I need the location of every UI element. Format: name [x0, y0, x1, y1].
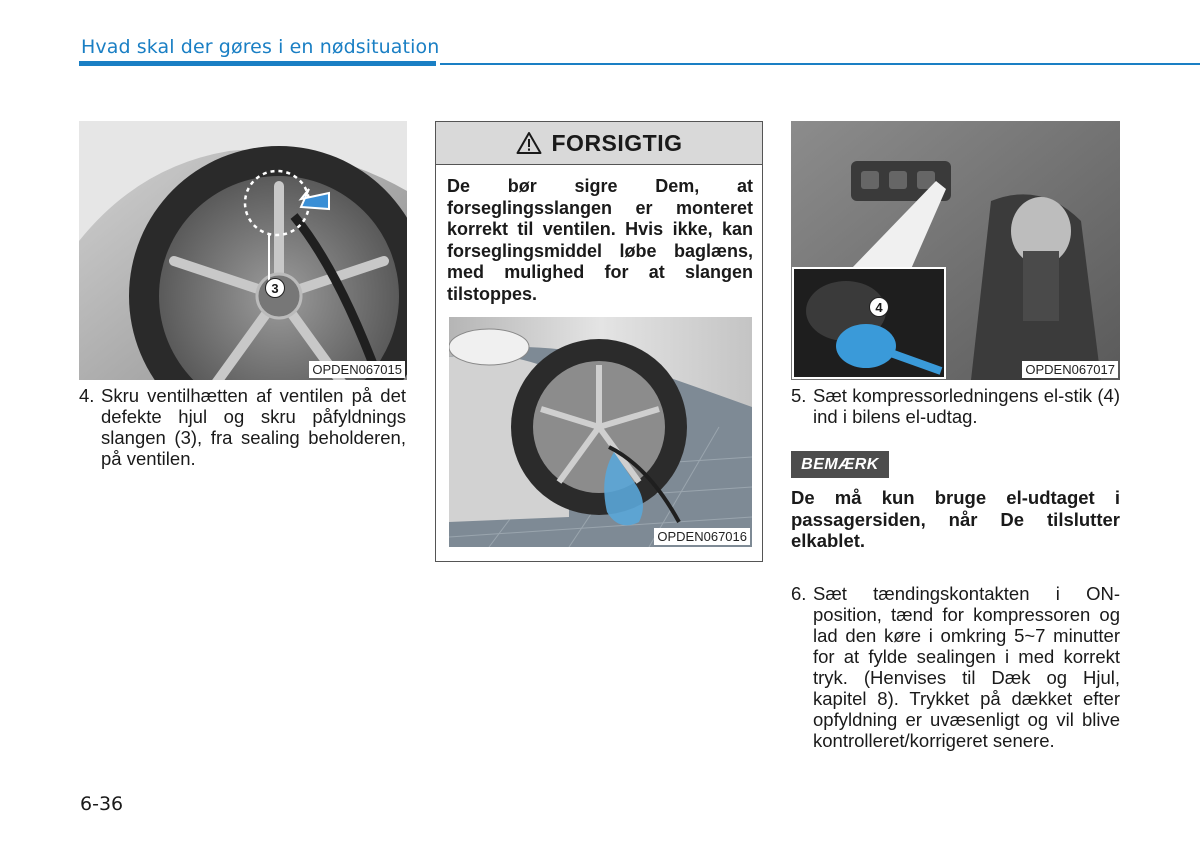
note-text: De må kun bruge el-udtaget i passagersiden, når De tilslutter elkablet. — [791, 487, 1120, 551]
figure-code-right: OPDEN067017 — [1022, 361, 1118, 378]
callout-3: 3 — [265, 278, 285, 298]
callout-4: 4 — [869, 297, 889, 317]
step-number: 6. — [791, 583, 807, 604]
caution-title: FORSIGTIG — [551, 129, 683, 156]
step-6 — [791, 583, 1120, 751]
step-number: 5. — [791, 385, 807, 406]
page-number: 6-36 — [80, 793, 124, 815]
caution-header — [436, 122, 762, 165]
figure-code-left: OPDEN067015 — [309, 361, 405, 378]
figure-power-outlet — [791, 121, 1120, 380]
figure-valve-hose — [79, 121, 407, 380]
valve-hose-illustration — [79, 121, 407, 380]
header-rule-thin — [440, 63, 1200, 65]
warning-triangle-icon — [516, 131, 542, 155]
section-title: Hvad skal der gøres i en nødsituation — [81, 36, 440, 58]
step-5 — [791, 385, 1120, 427]
step-text: Skru ventilhætten af ventilen på det defekte hjul og skru påfyldnings slangen (3), fra sealing beholderen, på ventilen. — [101, 385, 406, 469]
step-text: Sæt kompressorledningens el-stik (4) ind i bilens el-udtag. — [813, 385, 1120, 427]
caution-box — [435, 121, 763, 562]
sealant-leak-illustration — [449, 317, 752, 547]
header-rule-thick — [79, 61, 436, 66]
step-number: 4. — [79, 385, 95, 406]
step-4 — [79, 385, 406, 469]
figure-sealant-leak — [449, 317, 752, 547]
note-badge: BEMÆRK — [791, 451, 889, 478]
power-outlet-illustration — [791, 121, 1120, 380]
step-text: Sæt tændingskontakten i ON-position, tænd for kompressoren og lad den køre i omkring 5~7 minutter for at fylde sealingen i med korrekt tryk. (Henvises til Dæk og Hjul, kapitel 8). Trykket på dækket efter opfyldning er uvæsenligt og vil blive kontrolleret/korrigeret senere. — [813, 583, 1120, 751]
figure-code-middle: OPDEN067016 — [654, 528, 750, 545]
caution-text: De bør sigre Dem, at forseglingsslangen er monteret korrekt til ventilen. Hvis ikke, kan forseglingsmiddel løbe baglæns, med mulighed for at slangen tilstoppes. — [447, 176, 753, 304]
